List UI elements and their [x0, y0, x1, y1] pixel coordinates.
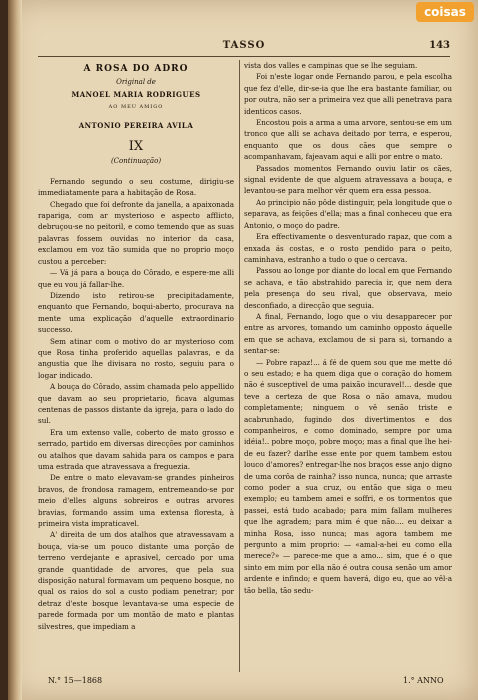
left-column	[38, 60, 234, 632]
page-number: 143	[429, 40, 450, 51]
paragraph: Era um extenso valle, coberto de mato grosso e serrado, partido em diversas direcções por caminhos ou atalhos que davam sahida para os campos e para uma estrada que atravessava a freguezia.	[38, 427, 234, 471]
paragraph: Encostou pois a arma a uma arvore, sentou-se em um tronco que alli se achava deitado por terra, e esperou, enquanto que os dous cães que sempre o acompanhavam, fajeavam aqui e alli por entre o mato.	[244, 118, 452, 162]
paragraph: — Pobre rapaz!... á fé de quem sou que me mette dó o seu estado; e ha quem diga que o coração do homem não é susceptivel de uma paixão incuravel!... desde que teve a certeza de que Rosa o não amava, mudou completamente; ninguem o vê senão triste e acabrunhado, fugindo dos divertimentos e dos companheiros, e como dominado, sempre por uma idéia!.. pobre moço, pobre moço; mas a final que lhe hei-de eu fazer? darlhe esse ente por quem tambem estou louco d'amores? entregar-lhe nos braços esse anjo digno de uma corôa de rainha? isso nunca, nunca; que arraste como poder a sua cruz, ou então que siga o meu exemplo; eu tambem amei e soffri, e os tormentos que passei, está tudo acabado; para mim fallam mulheres que lhe agradem; para mim é que não.... eu deixar a minha Rosa, isso nunca; mas agora tambem me pergunto a mim proprio: — «amal-a-hei eu como ella merece?» — parece-me que a amo... sim, que é o que sinto em mim por ella não é outra cousa senão um amor ardente e infindo; e quem haverá, digo eu, que ao vêl-a tão bella, tão sedu-	[244, 357, 452, 595]
watermark-logo: coisas	[416, 2, 474, 22]
issue-number: N.° 15—1868	[48, 676, 103, 685]
paragraph: De entre o mato elevavam-se grandes pinheiros bravos, de frondosa ramagem, entremeando-se por meio d'elles alguns sobreiros e outras arvores bravias, formando assim uma extensa floresta, à primeira vista impraticavel.	[38, 473, 234, 529]
dedicatee: ANTONIO PEREIRA AVILA	[78, 120, 194, 130]
paragraph: Foi n'este logar onde Fernando parou, e pela escolha que fez d'elle, dir-se-ia que lhe era bastante familiar, ou por outra, não ser a primeira vez que alli penetrava para identicos casos.	[244, 72, 452, 116]
story-subtitle: Original de	[116, 78, 156, 87]
paragraph: A' direita de um dos atalhos que atravessavam a bouça, via-se um pouco distante uma porção de terreno verdejante e aprasivel, cercado por uma grande quantidade de arvores, que pela sua disposição natural formavam um pequeno bosque, no qual os raios do sol a custo podiam penetrar; por detraz d'este bosque levantava-se uma especie de parede formada por um montão de mato e plantas silvestres, que impediam a	[38, 530, 234, 631]
paragraph: vista dos valles e campinas que se lhe seguiam.	[244, 61, 418, 70]
paragraph: Sem atinar com o motivo do ar mysterioso com que Rosa tinha proferido aquellas palavras, e da angustia que lhe divisara no rosto, seguiu para o logar indicado.	[38, 336, 234, 380]
paragraph: Chegado que foi defronte da janella, a apaixonada rapariga, com ar mysterioso e aspecto afflicto, debruçou-se no peitoril, e como temendo que as suas palavras fossem ouvidas no interior da casa, exclamou em voz tão sumida que no proprio moço custou a perceber:	[38, 199, 234, 266]
header-rule	[38, 56, 450, 57]
page-gutter	[8, 0, 22, 700]
paragraph: Ao principio não pôde distinguir, pela longitude que o separava, as feições d'ella; mas a final conheceu que era Antonio, o moço do padre.	[244, 197, 452, 230]
chapter-number: IX	[128, 139, 144, 155]
year-label: 1.° ANNO	[403, 676, 444, 685]
paragraph: Dizendo isto retirou-se precipitadamente, enquanto que Fernando, boqui-aberto, procurava na mente uma explicação d'aquelle extraordinario successo.	[38, 290, 234, 335]
paragraph: — Vá já para a bouça do Côrado, e espere-me alli que eu vou já fallar-lhe.	[38, 268, 234, 289]
paragraph: Fernando segundo o seu costume, dirigiu-se immediatamente para a habitação de Rosa.	[38, 176, 234, 198]
running-title: TASSO	[222, 40, 266, 51]
story-title: A ROSA DO ADRO	[83, 64, 189, 74]
column-divider	[239, 60, 240, 672]
paragraph: Passou ao longe por diante do local em que Fernando se achava, e tão abstrahido parecia ir, que nem dera pela presença do seu rival, que observava, meio desconfiado, a direcção que seguia.	[244, 266, 452, 310]
paragraph: A bouça do Côrado, assim chamada pelo appellido que davam ao seu proprietario, ficava algumas centenas de passos distante da igreja, para o lado do sul.	[38, 382, 234, 426]
paragraph: Era effectivamente o desventurado rapaz, que com a enxada ás costas, e o rosto pendido para o peito, caminhava, estranho a tudo o que o cercava.	[244, 232, 452, 264]
page-header	[38, 40, 450, 54]
paragraph: A final, Fernando, logo que o viu desapparecer por entre as arvores, tomando um caminho opposto áquelle em que se achava, exclamou de si para si, tornando a sentar-se:	[244, 311, 452, 356]
dedication: AO MEU AMIGO	[108, 104, 164, 111]
book-page	[8, 0, 478, 700]
continued-note: (Continuação)	[110, 157, 162, 166]
paragraph: Passados momentos Fernando ouviu latir os cães, signal evidente de que alguem atravessava a bouça, e levantou-se para melhor vêr quem era essa pessoa.	[244, 163, 452, 196]
right-column	[244, 60, 452, 596]
story-author: MANOEL MARIA RODRIGUES	[71, 89, 201, 99]
